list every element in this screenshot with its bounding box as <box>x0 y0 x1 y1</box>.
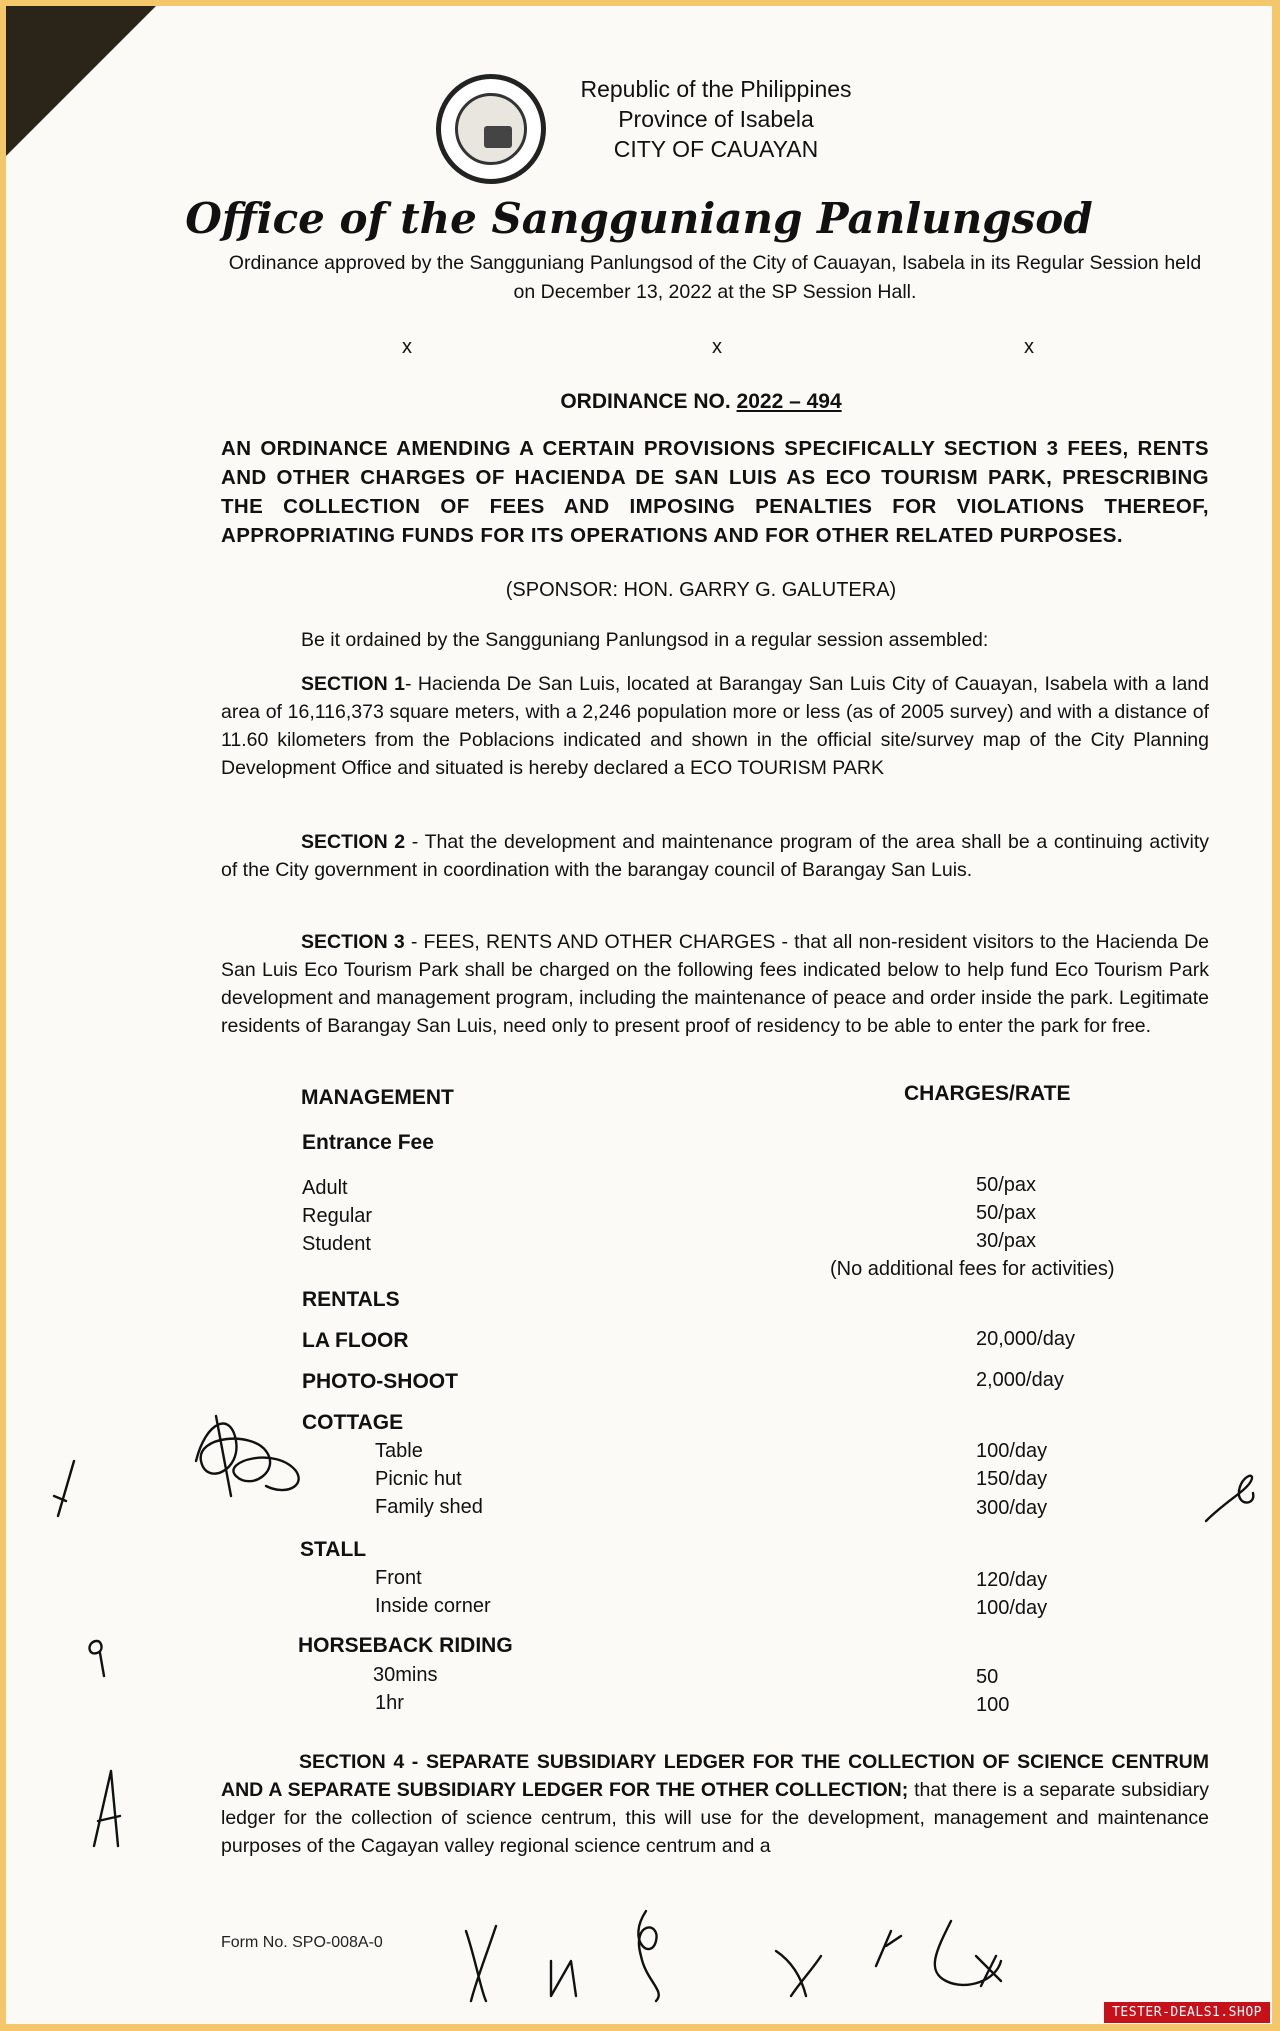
student-rate: 30/pax <box>976 1230 1037 1252</box>
ordained-line: Be it ordained by the Sangguniang Panlungsod in a regular session assembled: <box>301 629 989 651</box>
no-additional-fees-note: (No additional fees for activities) <box>830 1258 1115 1280</box>
section-3-head: SECTION 3 <box>301 931 405 953</box>
ordinance-label: ORDINANCE NO. <box>560 390 737 413</box>
sponsor-line: (SPONSOR: HON. GARRY G. GALUTERA) <box>505 579 897 601</box>
city-seal-logo <box>436 74 546 184</box>
section-2 <box>221 828 1209 884</box>
form-number: Form No. SPO-008A-0 <box>221 1934 383 1951</box>
col-charges-rate: CHARGES/RATE <box>904 1082 1071 1105</box>
section-4-head: SECTION 4 - SEPARATE SUBSIDIARY LEDGER FOR THE COLLECTION OF SCIENCE CENTRUM AND A SEPARATE SUBSIDIARY LEDGER FOR THE OTHER COLLECTION; <box>221 1751 1209 1801</box>
front-rate: 120/day <box>976 1569 1048 1591</box>
section-4-body: that there is a separate subsidiary ledger for the collection of science centrum, this will use for the development, management and maintenance purposes of the Cagayan valley regional science centrum and a <box>221 1779 1209 1857</box>
section-4 <box>221 1748 1209 1860</box>
picnic-hut-rate: 150/day <box>976 1468 1048 1490</box>
1hr-label: 1hr <box>375 1692 404 1714</box>
ordinance-number-value: 2022 – 494 <box>736 390 842 413</box>
initial-margin-2 <box>82 1631 112 1681</box>
section-3-body: - FEES, RENTS AND OTHER CHARGES - that all non-resident visitors to the Hacienda De San Luis Eco Tourism Park shall be charged on the following fees indicated below to help fund Eco Tourism Park development and management program, including the maintenance of peace and order inside the park. Legitimate residents of Barangay San Luis, need only to present proof of residency to be able to enter the park for free. <box>221 931 1210 1037</box>
signatures-bottom <box>456 1901 1016 2011</box>
inside-corner-label: Inside corner <box>375 1595 491 1617</box>
1hr-rate: 100 <box>976 1694 1010 1716</box>
regular-label: Regular <box>302 1205 373 1227</box>
stall-label: STALL <box>300 1538 367 1561</box>
document-page <box>6 6 1272 2024</box>
adult-label: Adult <box>302 1177 348 1199</box>
la-floor-rate: 20,000/day <box>976 1328 1075 1350</box>
picnic-hut-label: Picnic hut <box>375 1468 462 1490</box>
header-city: CITY OF CAUAYAN <box>613 136 819 162</box>
la-floor-label: LA FLOOR <box>302 1329 409 1352</box>
section-1 <box>221 670 1209 782</box>
table-label: Table <box>375 1440 423 1462</box>
header-province: Province of Isabela <box>618 106 814 132</box>
mark-x-2: x <box>712 336 722 358</box>
family-shed-label: Family shed <box>375 1496 483 1518</box>
ordinance-title: AN ORDINANCE AMENDING A CERTAIN PROVISIONS SPECIFICALLY SECTION 3 FEES, RENTS AND OTHER CHARGES OF HACIENDA DE SAN LUIS AS ECO TOURISM PARK, PRESCRIBING THE COLLECTION OF FEES AND IMPOSING PENALTIES FOR VIOLATIONS THEREOF, APPROPRIATING FUNDS FOR ITS OPERATIONS AND FOR OTHER RELATED PURPOSES. <box>221 437 1209 547</box>
approval-text: Ordinance approved by the Sangguniang Panlungsod of the City of Cauayan, Isabela in its Regular Session held on December 13, 2022 at the SP Session Hall. <box>228 252 1202 303</box>
folded-corner <box>6 6 156 156</box>
section-2-head: SECTION 2 <box>301 831 406 853</box>
mark-x-1: x <box>402 336 412 358</box>
cottage-label: COTTAGE <box>302 1411 404 1434</box>
header-republic: Republic of the Philippines <box>580 76 852 102</box>
initial-margin-3 <box>86 1766 136 1856</box>
photo-shoot-rate: 2,000/day <box>976 1369 1064 1391</box>
watermark-stamp: TESTER-DEALS1.SHOP <box>1104 2002 1270 2023</box>
front-label: Front <box>375 1567 422 1589</box>
section-1-head: SECTION 1 <box>301 673 405 695</box>
regular-rate: 50/pax <box>976 1202 1037 1224</box>
30mins-label: 30mins <box>373 1664 438 1686</box>
signature-left <box>176 1401 316 1511</box>
col-management: MANAGEMENT <box>301 1086 454 1109</box>
ordinance-number <box>196 390 1206 414</box>
entrance-fee-label: Entrance Fee <box>302 1131 434 1154</box>
section-1-body: - Hacienda De San Luis, located at Barangay San Luis City of Cauayan, Isabela with a land area of 16,116,373 square meters, with a 2,246 population more or less (as of 2005 survey) and with a distance of 11.60 kilometers from the Poblacions indicated and shown in the official site/survey map of the City Planning Development Office and situated is hereby declared a ECO TOURISM PARK <box>221 673 1209 779</box>
section-3 <box>221 928 1209 1040</box>
office-title: Office of the Sangguniang Panlungsod <box>185 194 1093 243</box>
30mins-rate: 50 <box>976 1666 999 1688</box>
initial-right <box>1201 1471 1261 1531</box>
section-2-body: - That the development and maintenance program of the area shall be a continuing activity of the City government in coordination with the barangay council of Barangay San Luis. <box>221 831 1209 881</box>
student-label: Student <box>302 1233 371 1255</box>
adult-rate: 50/pax <box>976 1174 1037 1196</box>
photo-shoot-label: PHOTO-SHOOT <box>302 1370 458 1393</box>
inside-corner-rate: 100/day <box>976 1597 1048 1619</box>
initial-margin-1 <box>46 1456 86 1526</box>
mark-x-3: x <box>1024 336 1034 358</box>
family-shed-rate: 300/day <box>976 1497 1048 1519</box>
rentals-label: RENTALS <box>302 1288 400 1311</box>
table-rate: 100/day <box>976 1440 1048 1462</box>
horseback-riding-label: HORSEBACK RIDING <box>298 1634 513 1657</box>
